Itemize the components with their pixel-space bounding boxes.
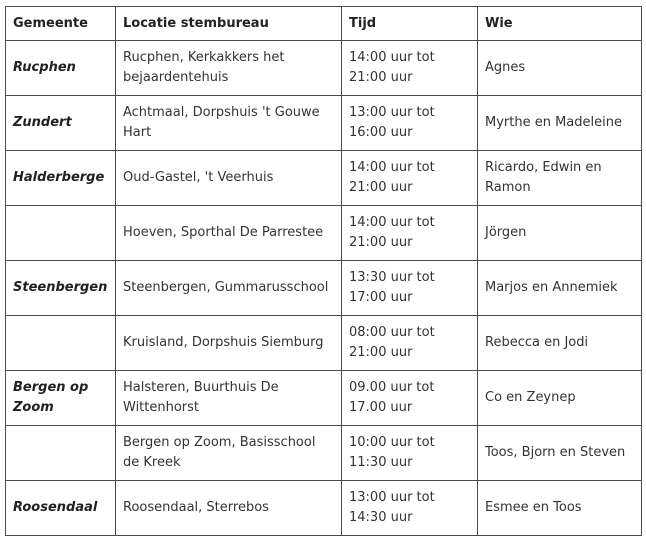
cell-wie: Esmee en Toos [478,481,642,536]
table-header [6,7,642,41]
cell-wie: Agnes [478,41,642,96]
cell-gemeente: Rucphen [6,41,116,96]
table-body [6,41,642,536]
cell-gemeente: Roosendaal [6,481,116,536]
cell-tijd: 14:00 uur tot 21:00 uur [342,41,478,96]
cell-gemeente: Halderberge [6,151,116,206]
header-gemeente: Gemeente [6,7,116,41]
cell-tijd: 13:00 uur tot 16:00 uur [342,96,478,151]
table-row [6,206,642,261]
cell-wie: Jörgen [478,206,642,261]
table-row [6,426,642,481]
cell-wie: Toos, Bjorn en Steven [478,426,642,481]
table-row [6,41,642,96]
cell-locatie: Rucphen, Kerkakkers het bejaardentehuis [116,41,342,96]
table-row [6,151,642,206]
cell-wie: Rebecca en Jodi [478,316,642,371]
cell-tijd: 14:00 uur tot 21:00 uur [342,151,478,206]
cell-gemeente [6,426,116,481]
table-row [6,261,642,316]
cell-locatie: Hoeven, Sporthal De Parrestee [116,206,342,261]
cell-tijd: 13:00 uur tot 14:30 uur [342,481,478,536]
cell-wie: Co en Zeynep [478,371,642,426]
cell-tijd: 13:30 uur tot 17:00 uur [342,261,478,316]
table-row [6,316,642,371]
header-row [6,7,642,41]
cell-gemeente: Steenbergen [6,261,116,316]
cell-locatie: Roosendaal, Sterrebos [116,481,342,536]
table-row [6,481,642,536]
cell-gemeente [6,206,116,261]
table-row [6,96,642,151]
cell-locatie: Steenbergen, Gummarusschool [116,261,342,316]
cell-locatie: Kruisland, Dorpshuis Siemburg [116,316,342,371]
cell-tijd: 10:00 uur tot 11:30 uur [342,426,478,481]
cell-wie: Myrthe en Madeleine [478,96,642,151]
cell-locatie: Bergen op Zoom, Basisschool de Kreek [116,426,342,481]
cell-locatie: Achtmaal, Dorpshuis 't Gouwe Hart [116,96,342,151]
cell-tijd: 09.00 uur tot 17.00 uur [342,371,478,426]
cell-gemeente [6,316,116,371]
table-row [6,371,642,426]
cell-gemeente: Zundert [6,96,116,151]
cell-gemeente: Bergen op Zoom [6,371,116,426]
cell-locatie: Oud-Gastel, 't Veerhuis [116,151,342,206]
header-tijd: Tijd [342,7,478,41]
header-locatie: Locatie stembureau [116,7,342,41]
cell-locatie: Halsteren, Buurthuis De Wittenhorst [116,371,342,426]
cell-wie: Ricardo, Edwin en Ramon [478,151,642,206]
cell-wie: Marjos en Annemiek [478,261,642,316]
header-wie: Wie [478,7,642,41]
cell-tijd: 14:00 uur tot 21:00 uur [342,206,478,261]
stembureau-table [5,6,642,536]
cell-tijd: 08:00 uur tot 21:00 uur [342,316,478,371]
